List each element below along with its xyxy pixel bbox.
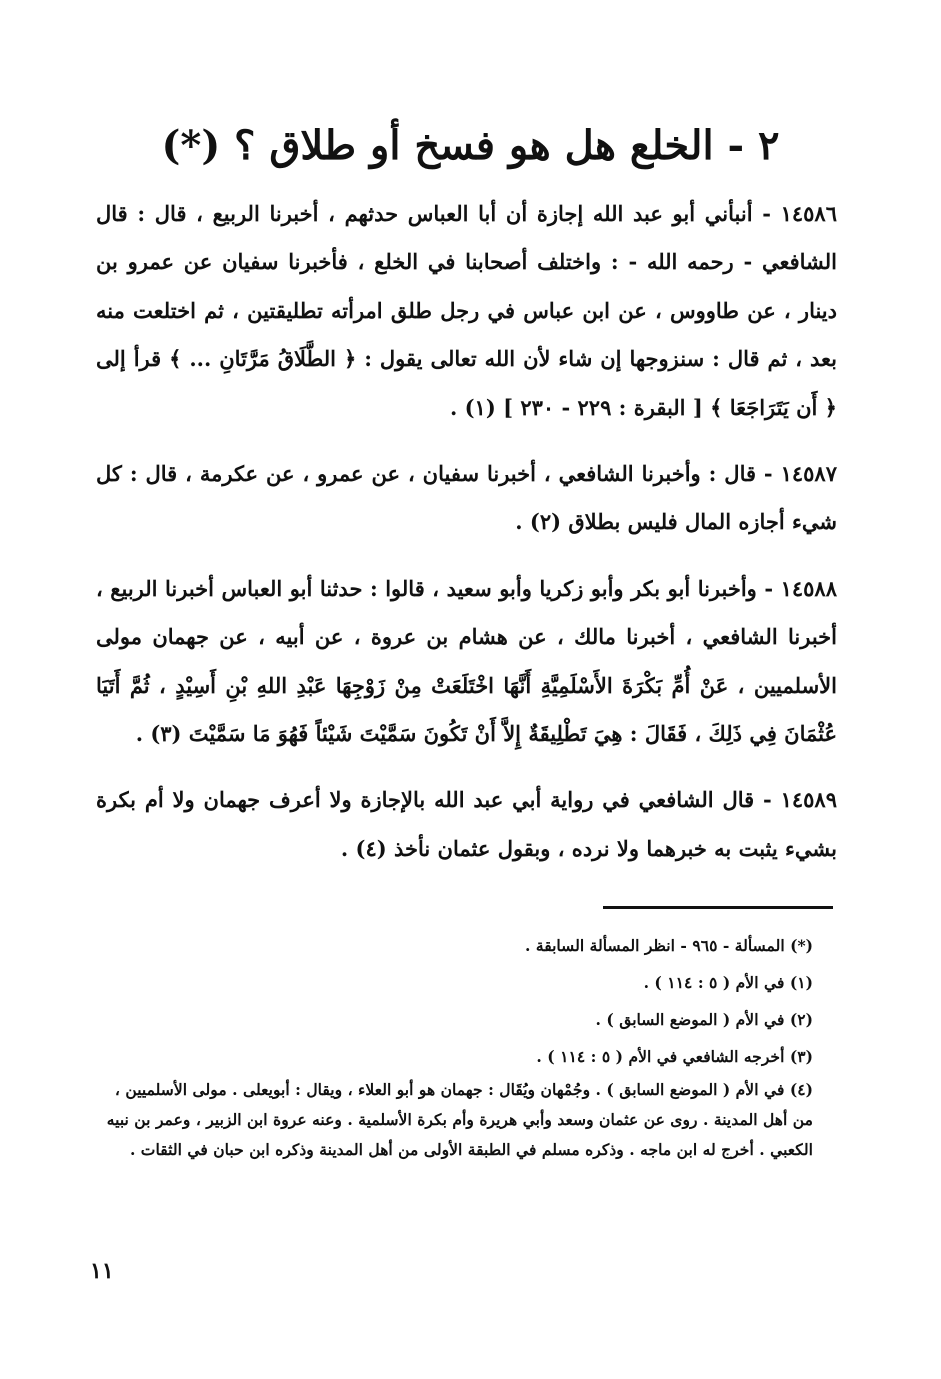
hadith-paragraph-14589: ١٤٥٨٩ - قال الشافعي في رواية أبي عبد الله بالإجازة ولا أعرف جهمان ولا أم بكرة بشيء يثبت به خبرهما ولا نرده ، وبقول عثمان نأخذ (٤) . — [96, 787, 837, 861]
footnote-1: (١) في الأم ( ٥ : ١١٤ ) . — [643, 973, 813, 992]
chapter-title: ٢ - الخلع هل هو فسخ أو طلاق ؟ (*) — [161, 122, 780, 169]
footnote-2: (٢) في الأم ( الموضع السابق ) . — [595, 1010, 813, 1029]
hadith-paragraph-14586: ١٤٥٨٦ - أنبأني أبو عبد الله إجازة أن أبا العباس حدثهم ، أخبرنا الربيع ، قال : قال الشافعي - رحمه الله - : واختلف أصحابنا في الخلع ، فأخبرنا سفيان عن عمرو بن دينار ، عن طاووس ، عن ابن عباس في رجل طلق امرأته تطليقتين ، ثم اختلعت منه بعد ، ثم قال : سنزوجها إن شاء لأن الله تعالى يقول : ﴿ الطَّلَاقُ مَرَّتَانِ ... ﴾ قرأ إلى ﴿ أَن يَتَرَاجَعَا ﴾ [ البقرة : ٢٢٩ - ٢٣٠ ] (١) . — [96, 201, 838, 420]
footnote-3: (٣) أخرجه الشافعي في الأم ( ٥ : ١١٤ ) . — [536, 1047, 813, 1066]
footnote-4: (٤) في الأم ( الموضع السابق ) . وجُمْهان ويُقَال : جهمان هو أبو العلاء ، ويقال : أبويعلى . مولى الأسلميين ، من أهل المدينة . روى عن عثمان وسعد وأبي هريرة وأم بكرة الأسلمية . وعنه عروة ابن الزبير ، وعمر بن نبيه الكعبي . أخرج له ابن ماجه . وذكره مسلم في الطبقة الأولى من أهل المدينة وذكره ابن حبان في الثقات . — [106, 1080, 813, 1159]
main-text — [96, 190, 837, 891]
footnotes — [96, 927, 837, 1165]
page-number: ١١ — [90, 1258, 114, 1284]
hadith-paragraph-14588: ١٤٥٨٨ - وأخبرنا أبو بكر وأبو زكريا وأبو سعيد ، قالوا : حدثنا أبو العباس أخبرنا الربيع ، أخبرنا الشافعي ، أخبرنا مالك ، عن هشام بن عروة ، عن أبيه ، عن جهمان مولى الأسلميين ، عَنْ أُمِّ بَكْرَةَ الأَسْلَمِيَّةِ أَنَّهَا اخْتَلَعَتْ مِنْ زَوْجِهَا عَبْدِ اللهِ بْنِ أَسِيْدٍ ، ثُمَّ أَتَيَا عُثْمَانَ فِي ذَلِكَ ، فَقَالَ : هِيَ تَطْلِيقَةٌ إِلاَّ أَنْ تَكُونَ سَمَّيْتَ شَيْئاً فَهُوَ مَا سَمَّيْتَ (٣) . — [96, 575, 837, 747]
footnote-separator — [603, 906, 833, 909]
hadith-paragraph-14587: ١٤٥٨٧ - قال : وأخبرنا الشافعي ، أخبرنا سفيان ، عن عمرو ، عن عكرمة ، قال : كل شيء أجازه المال فليس بطلاق (٢) . — [96, 461, 837, 535]
footnote-star: (*) المسألة - ٩٦٥ - انظر المسألة السابقة . — [524, 936, 813, 955]
